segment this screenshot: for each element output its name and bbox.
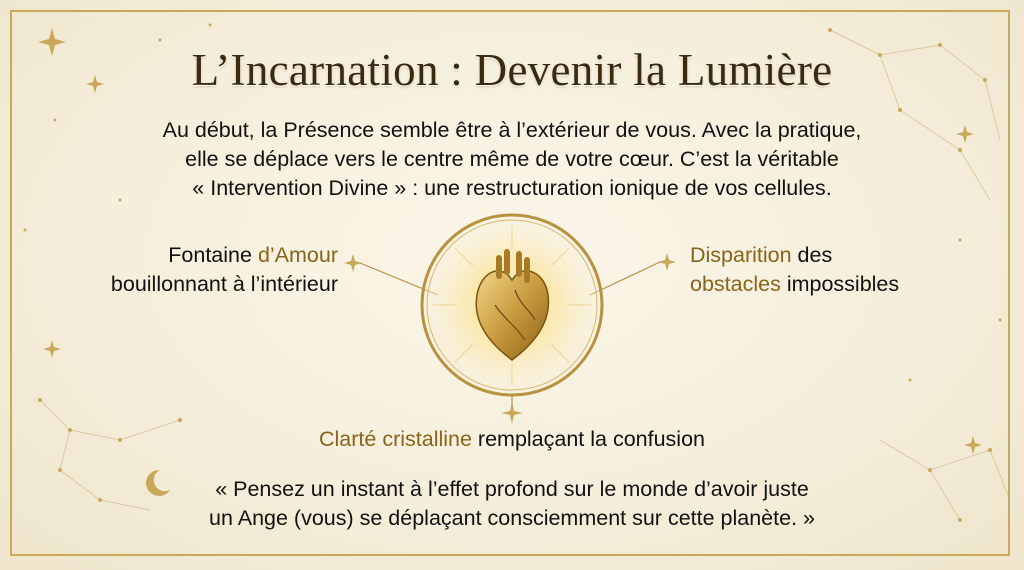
page-title: L’Incarnation : Devenir la Lumière (191, 45, 833, 95)
quote-line-2: un Ange (vous) se déplaçant consciemment sur cette planète. » (209, 506, 815, 530)
left-label-gold: d’Amour (257, 243, 338, 267)
right-label-gold-2: obstacles (690, 272, 781, 296)
intro-line-2: elle se déplace vers le centre même de votre cœur. C’est la véritable (185, 147, 839, 171)
bottom-label-gold: Clarté cristalline (319, 427, 472, 451)
quote-line-1: « Pensez un instant à l’effet profond sur le monde d’avoir juste (215, 477, 809, 501)
golden-heart-icon (415, 210, 610, 400)
bottom-label-text: remplaçant la confusion (471, 427, 705, 451)
bottom-label (262, 425, 762, 454)
left-label (88, 241, 338, 299)
right-label-text-2: impossibles (780, 272, 900, 296)
right-label (690, 241, 950, 299)
quote (170, 475, 854, 533)
golden-heart-medallion (415, 210, 610, 400)
right-label-gold-1: Disparition (690, 243, 792, 267)
intro-line-1: Au début, la Présence semble être à l’extérieur de vous. Avec la pratique, (162, 118, 862, 142)
left-label-text: Fontaine (168, 243, 258, 267)
left-label-line-2: bouillonnant à l’intérieur (110, 272, 338, 296)
intro-paragraph (150, 116, 874, 203)
right-label-text-1: des (791, 243, 833, 267)
intro-line-3: « Intervention Divine » : une restructuration ionique de vos cellules. (192, 176, 832, 200)
